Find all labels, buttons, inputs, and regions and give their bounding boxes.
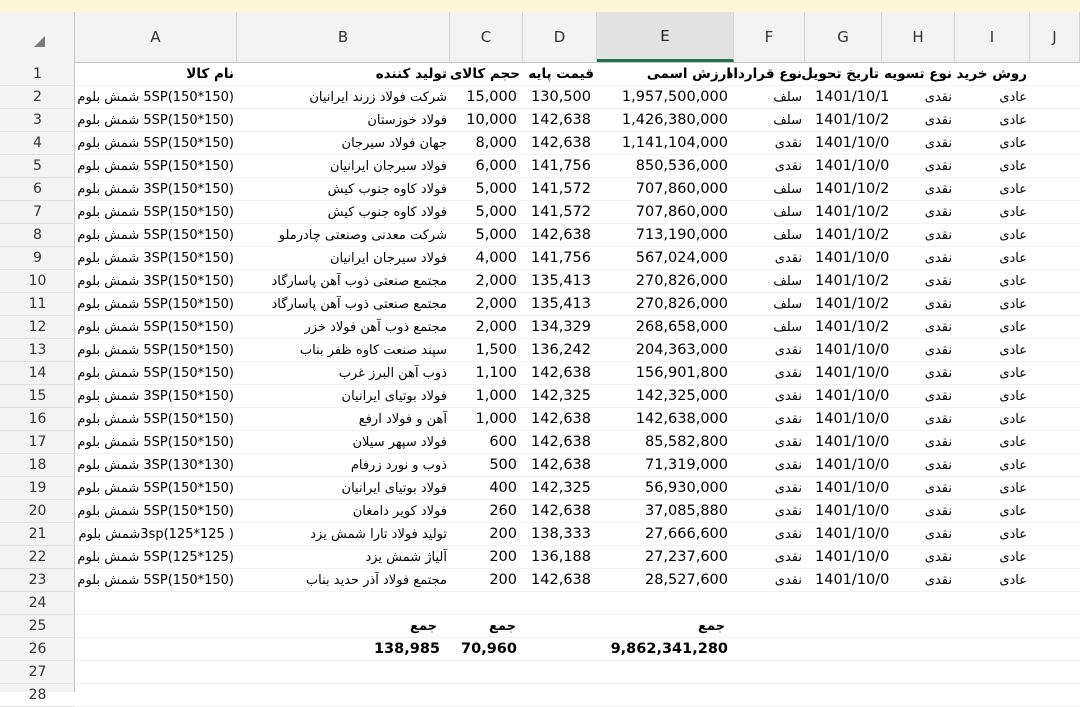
cell-d2[interactable]: 130,500 [531, 89, 591, 105]
column-header-b[interactable]: B [237, 12, 450, 62]
header-cell-g[interactable]: تاریخ تحویل [801, 66, 879, 82]
cell-i10[interactable]: عادی [999, 274, 1027, 289]
cell-h18[interactable]: نقدی [924, 458, 952, 473]
cell-i17[interactable]: عادی [999, 435, 1027, 450]
row-header-25[interactable]: 25 [0, 615, 75, 638]
cell-g10[interactable]: 1401/10/2 [815, 273, 890, 289]
row-header-20[interactable]: 20 [0, 500, 75, 523]
cell-f8[interactable]: سلف [773, 228, 802, 243]
cell-i22[interactable]: عادی [999, 550, 1027, 565]
cell-d3[interactable]: 142,638 [531, 112, 591, 128]
cell-c18[interactable]: 500 [489, 457, 517, 473]
cell-b2[interactable]: شرکت فولاد زرند ایرانیان [309, 90, 447, 105]
cell-b19[interactable]: فولاد بوتیای ایرانیان [341, 481, 447, 496]
cell-g8[interactable]: 1401/10/2 [815, 227, 890, 243]
cell-a8[interactable]: 5SP(150*150) شمش بلوم [77, 228, 234, 243]
cell-e13[interactable]: 204,363,000 [635, 342, 728, 358]
row-header-18[interactable]: 18 [0, 454, 75, 477]
cell-h12[interactable]: نقدی [924, 320, 952, 335]
cell-e2[interactable]: 1,957,500,000 [621, 89, 728, 105]
header-cell-e[interactable]: ارزش اسمی [646, 66, 731, 82]
cell-b13[interactable]: سپند صنعت کاوه ظفر بناب [299, 343, 447, 358]
header-cell-i[interactable]: روش خرید [956, 66, 1027, 82]
cell-g12[interactable]: 1401/10/2 [815, 319, 890, 335]
row-header-15[interactable]: 15 [0, 385, 75, 408]
cell-b14[interactable]: ذوب آهن البرز غرب [338, 366, 447, 381]
row-header-21[interactable]: 21 [0, 523, 75, 546]
cell-e6[interactable]: 707,860,000 [635, 181, 728, 197]
cell-i11[interactable]: عادی [999, 297, 1027, 312]
cell-g19[interactable]: 1401/10/0 [815, 480, 890, 496]
cell-h3[interactable]: نقدی [924, 113, 952, 128]
cell-c7[interactable]: 5,000 [475, 204, 517, 220]
cell-c16[interactable]: 1,000 [475, 411, 517, 427]
header-cell-c[interactable]: حجم کالای [449, 66, 520, 82]
cell-c14[interactable]: 1,100 [475, 365, 517, 381]
cell-b16[interactable]: آهن و فولاد ارفع [358, 412, 447, 427]
grid-line [75, 637, 1080, 638]
cell-d22[interactable]: 136,188 [531, 549, 591, 565]
cell-h10[interactable]: نقدی [924, 274, 952, 289]
row-header-19[interactable]: 19 [0, 477, 75, 500]
row-header-11[interactable]: 11 [0, 293, 75, 316]
cell-a4[interactable]: 5SP(150*150) شمش بلوم [77, 136, 234, 151]
cell-c20[interactable]: 260 [489, 503, 517, 519]
row-header-28[interactable]: 28 [0, 684, 75, 707]
cell-b8[interactable]: شرکت معدنی وصنعتی چادرملو [278, 228, 447, 243]
cell-d6[interactable]: 141,572 [531, 181, 591, 197]
cell-a17[interactable]: 5SP(150*150) شمش بلوم [77, 435, 234, 450]
cell-a5[interactable]: 5SP(150*150) شمش بلوم [77, 159, 234, 174]
cell-e18[interactable]: 71,319,000 [644, 457, 728, 473]
header-cell-f[interactable]: نوع قرارداد [726, 66, 802, 82]
cell-b17[interactable]: فولاد سپهر سیلان [352, 435, 447, 450]
cell-i6[interactable]: عادی [999, 182, 1027, 197]
cell-c22[interactable]: 200 [489, 549, 517, 565]
row-header-10[interactable]: 10 [0, 270, 75, 293]
cell-c21[interactable]: 200 [489, 526, 517, 542]
cell-f5[interactable]: نقدی [774, 159, 802, 174]
cell-g14[interactable]: 1401/10/0 [815, 365, 890, 381]
cell-c12[interactable]: 2,000 [475, 319, 517, 335]
cell-b3[interactable]: فولاد خوزستان [367, 113, 447, 128]
cell-a21[interactable]: 3sp(125*125 )شمش بلوم [78, 527, 234, 542]
cell-a14[interactable]: 5SP(150*150) شمش بلوم [77, 366, 234, 381]
row-header-7[interactable]: 7 [0, 201, 75, 224]
cell-e9[interactable]: 567,024,000 [635, 250, 728, 266]
row-header-22[interactable]: 22 [0, 546, 75, 569]
cell-c2[interactable]: 15,000 [466, 89, 517, 105]
cell-d13[interactable]: 136,242 [531, 342, 591, 358]
cell-f18[interactable]: نقدی [774, 458, 802, 473]
cell-f16[interactable]: نقدی [774, 412, 802, 427]
cell-d8[interactable]: 142,638 [531, 227, 591, 243]
cell-g21[interactable]: 1401/10/0 [815, 526, 890, 542]
total-value-e[interactable]: 9,862,341,280 [610, 641, 728, 657]
column-header-h[interactable]: H [882, 12, 955, 62]
cell-i14[interactable]: عادی [999, 366, 1027, 381]
cell-d9[interactable]: 141,756 [531, 250, 591, 266]
cell-g23[interactable]: 1401/10/0 [815, 572, 890, 588]
cell-h9[interactable]: نقدی [924, 251, 952, 266]
cell-g13[interactable]: 1401/10/0 [815, 342, 890, 358]
row-header-12[interactable]: 12 [0, 316, 75, 339]
cell-c13[interactable]: 1,500 [475, 342, 517, 358]
cell-d21[interactable]: 138,333 [531, 526, 591, 542]
cell-e15[interactable]: 142,325,000 [635, 388, 728, 404]
cell-e5[interactable]: 850,536,000 [635, 158, 728, 174]
cell-a12[interactable]: 5SP(150*150) شمش بلوم [77, 320, 234, 335]
cell-c11[interactable]: 2,000 [475, 296, 517, 312]
cell-d23[interactable]: 142,638 [531, 572, 591, 588]
cell-h17[interactable]: نقدی [924, 435, 952, 450]
cell-c10[interactable]: 2,000 [475, 273, 517, 289]
cell-g20[interactable]: 1401/10/0 [815, 503, 890, 519]
cell-f22[interactable]: نقدی [774, 550, 802, 565]
cell-i12[interactable]: عادی [999, 320, 1027, 335]
select-all-icon [34, 36, 45, 47]
column-header-a[interactable]: A [75, 12, 237, 62]
cell-f10[interactable]: سلف [773, 274, 802, 289]
cell-b10[interactable]: مجتمع صنعتی ذوب آهن پاسارگاد [271, 274, 447, 289]
cell-a3[interactable]: 5SP(150*150) شمش بلوم [77, 113, 234, 128]
cell-e22[interactable]: 27,237,600 [644, 549, 728, 565]
cell-d14[interactable]: 142,638 [531, 365, 591, 381]
cell-a2[interactable]: 5SP(150*150) شمش بلوم [77, 90, 234, 105]
cell-c3[interactable]: 10,000 [466, 112, 517, 128]
cell-g5[interactable]: 1401/10/0 [815, 158, 890, 174]
row-header-27[interactable]: 27 [0, 661, 75, 684]
cell-i5[interactable]: عادی [999, 159, 1027, 174]
row-header-5[interactable]: 5 [0, 155, 75, 178]
cell-d16[interactable]: 142,638 [531, 411, 591, 427]
cell-i20[interactable]: عادی [999, 504, 1027, 519]
cell-e20[interactable]: 37,085,880 [644, 503, 728, 519]
cell-d12[interactable]: 134,329 [531, 319, 591, 335]
cell-i3[interactable]: عادی [999, 113, 1027, 128]
cell-h2[interactable]: نقدی [924, 90, 952, 105]
cell-i7[interactable]: عادی [999, 205, 1027, 220]
total-value-b[interactable]: 138,985 [373, 641, 440, 657]
row-header-17[interactable]: 17 [0, 431, 75, 454]
cell-e16[interactable]: 142,638,000 [635, 411, 728, 427]
cell-i21[interactable]: عادی [999, 527, 1027, 542]
cell-b21[interactable]: تولید فولاد تارا شمش یزد [310, 527, 447, 542]
cell-f14[interactable]: نقدی [774, 366, 802, 381]
cell-d19[interactable]: 142,325 [531, 480, 591, 496]
cell-b9[interactable]: فولاد سیرجان ایرانیان [330, 251, 447, 266]
row-header-2[interactable]: 2 [0, 86, 75, 109]
header-cell-a[interactable]: نام کالا [186, 66, 234, 82]
cell-i19[interactable]: عادی [999, 481, 1027, 496]
cell-i15[interactable]: عادی [999, 389, 1027, 404]
cell-e19[interactable]: 56,930,000 [644, 480, 728, 496]
cell-a10[interactable]: 3SP(150*150) شمش بلوم [77, 274, 234, 289]
row-header-3[interactable]: 3 [0, 109, 75, 132]
cell-d17[interactable]: 142,638 [531, 434, 591, 450]
cell-a9[interactable]: 3SP(150*150) شمش بلوم [77, 251, 234, 266]
cell-g15[interactable]: 1401/10/0 [815, 388, 890, 404]
cell-a13[interactable]: 5SP(150*150) شمش بلوم [77, 343, 234, 358]
total-label-c[interactable]: جمع [489, 619, 516, 634]
cell-b18[interactable]: ذوب و نورد زرفام [350, 458, 447, 473]
cell-e12[interactable]: 268,658,000 [635, 319, 728, 335]
column-header-f[interactable]: F [734, 12, 805, 62]
cell-d11[interactable]: 135,413 [531, 296, 591, 312]
cell-e23[interactable]: 28,527,600 [644, 572, 728, 588]
cell-f4[interactable]: نقدی [774, 136, 802, 151]
column-header-d[interactable]: D [523, 12, 597, 62]
cell-f6[interactable]: سلف [773, 182, 802, 197]
cell-b7[interactable]: فولاد کاوه جنوب کیش [327, 205, 447, 220]
cell-a16[interactable]: 5SP(150*150) شمش بلوم [77, 412, 234, 427]
cell-b12[interactable]: مجتمع ذوب آهن فولاد خزر [304, 320, 447, 335]
row-header-4[interactable]: 4 [0, 132, 75, 155]
cell-e3[interactable]: 1,426,380,000 [621, 112, 728, 128]
cell-e17[interactable]: 85,582,800 [644, 434, 728, 450]
column-header-i[interactable]: I [955, 12, 1030, 62]
cell-e10[interactable]: 270,826,000 [635, 273, 728, 289]
cell-h6[interactable]: نقدی [924, 182, 952, 197]
header-cell-h[interactable]: نوع تسویه [884, 66, 952, 82]
cell-a11[interactable]: 5SP(150*150) شمش بلوم [77, 297, 234, 312]
cell-i9[interactable]: عادی [999, 251, 1027, 266]
cell-c17[interactable]: 600 [489, 434, 517, 450]
cell-b4[interactable]: جهان فولاد سیرجان [341, 136, 447, 151]
cell-g9[interactable]: 1401/10/0 [815, 250, 890, 266]
cell-d7[interactable]: 141,572 [531, 204, 591, 220]
cell-h21[interactable]: نقدی [924, 527, 952, 542]
cell-c4[interactable]: 8,000 [475, 135, 517, 151]
cell-f13[interactable]: نقدی [774, 343, 802, 358]
cell-f7[interactable]: سلف [773, 205, 802, 220]
cell-g4[interactable]: 1401/10/0 [815, 135, 890, 151]
cell-g18[interactable]: 1401/10/0 [815, 457, 890, 473]
total-label-e[interactable]: جمع [698, 619, 725, 634]
cell-h23[interactable]: نقدی [924, 573, 952, 588]
row-header-14[interactable]: 14 [0, 362, 75, 385]
cell-b6[interactable]: فولاد کاوه جنوب کیش [327, 182, 447, 197]
cell-g11[interactable]: 1401/10/2 [815, 296, 890, 312]
total-value-c[interactable]: 70,960 [461, 641, 517, 657]
cell-f9[interactable]: نقدی [774, 251, 802, 266]
cell-f12[interactable]: سلف [773, 320, 802, 335]
row-header-9[interactable]: 9 [0, 247, 75, 270]
cell-h14[interactable]: نقدی [924, 366, 952, 381]
total-label-b[interactable]: جمع [410, 619, 437, 634]
column-header-j[interactable]: J [1030, 12, 1080, 62]
cell-b5[interactable]: فولاد سیرجان ایرانیان [330, 159, 447, 174]
cell-h11[interactable]: نقدی [924, 297, 952, 312]
cell-d10[interactable]: 135,413 [531, 273, 591, 289]
cell-a23[interactable]: 5SP(150*150) شمش بلوم [77, 573, 234, 588]
cell-i8[interactable]: عادی [999, 228, 1027, 243]
cell-h22[interactable]: نقدی [924, 550, 952, 565]
cell-c23[interactable]: 200 [489, 572, 517, 588]
grid-line [75, 614, 1080, 615]
cell-c8[interactable]: 5,000 [475, 227, 517, 243]
cell-i2[interactable]: عادی [999, 90, 1027, 105]
cell-e11[interactable]: 270,826,000 [635, 296, 728, 312]
cell-a20[interactable]: 5SP(150*150) شمش بلوم [77, 504, 234, 519]
cell-g17[interactable]: 1401/10/0 [815, 434, 890, 450]
cell-h5[interactable]: نقدی [924, 159, 952, 174]
cell-c19[interactable]: 400 [489, 480, 517, 496]
select-all-corner[interactable] [0, 12, 75, 62]
cell-e14[interactable]: 156,901,800 [635, 365, 728, 381]
grid-line [75, 683, 1080, 684]
cell-c9[interactable]: 4,000 [475, 250, 517, 266]
cell-i13[interactable]: عادی [999, 343, 1027, 358]
cell-f19[interactable]: نقدی [774, 481, 802, 496]
cell-h19[interactable]: نقدی [924, 481, 952, 496]
cell-d4[interactable]: 142,638 [531, 135, 591, 151]
cell-b23[interactable]: مجتمع فولاد آذر حدید بناب [305, 573, 447, 588]
cell-h7[interactable]: نقدی [924, 205, 952, 220]
header-cell-d[interactable]: قیمت پایه [528, 66, 594, 82]
row-header-6[interactable]: 6 [0, 178, 75, 201]
cell-g7[interactable]: 1401/10/2 [815, 204, 890, 220]
cell-f11[interactable]: سلف [773, 297, 802, 312]
cell-h20[interactable]: نقدی [924, 504, 952, 519]
row-header-23[interactable]: 23 [0, 569, 75, 592]
grid-line [75, 660, 1080, 661]
cell-f17[interactable]: نقدی [774, 435, 802, 450]
cell-g6[interactable]: 1401/10/2 [815, 181, 890, 197]
cell-c15[interactable]: 1,000 [475, 388, 517, 404]
cell-e8[interactable]: 713,190,000 [635, 227, 728, 243]
cell-f21[interactable]: نقدی [774, 527, 802, 542]
cell-e21[interactable]: 27,666,600 [644, 526, 728, 542]
cell-i23[interactable]: عادی [999, 573, 1027, 588]
cell-a19[interactable]: 5SP(150*150) شمش بلوم [77, 481, 234, 496]
cell-e4[interactable]: 1,141,104,000 [621, 135, 728, 151]
cell-i16[interactable]: عادی [999, 412, 1027, 427]
cell-i4[interactable]: عادی [999, 136, 1027, 151]
cell-b15[interactable]: فولاد بوتیای ایرانیان [341, 389, 447, 404]
cell-g16[interactable]: 1401/10/0 [815, 411, 890, 427]
cell-f20[interactable]: نقدی [774, 504, 802, 519]
cell-f23[interactable]: نقدی [774, 573, 802, 588]
cell-g2[interactable]: 1401/10/1 [815, 89, 890, 105]
cell-a15[interactable]: 3SP(150*150) شمش بلوم [77, 389, 234, 404]
cell-a18[interactable]: 3SP(130*130) شمش بلوم [77, 458, 234, 473]
row-header-13[interactable]: 13 [0, 339, 75, 362]
row-header-16[interactable]: 16 [0, 408, 75, 431]
cell-a7[interactable]: 5SP(150*150) شمش بلوم [77, 205, 234, 220]
row-header-1[interactable]: 1 [0, 63, 75, 86]
cell-a6[interactable]: 3SP(150*150) شمش بلوم [77, 182, 234, 197]
cell-d15[interactable]: 142,325 [531, 388, 591, 404]
cell-b20[interactable]: فولاد کویر دامغان [352, 504, 447, 519]
row-header-24[interactable]: 24 [0, 592, 75, 615]
cell-h16[interactable]: نقدی [924, 412, 952, 427]
cell-d20[interactable]: 142,638 [531, 503, 591, 519]
cell-h15[interactable]: نقدی [924, 389, 952, 404]
cell-g22[interactable]: 1401/10/0 [815, 549, 890, 565]
row-header-8[interactable]: 8 [0, 224, 75, 247]
cell-g3[interactable]: 1401/10/2 [815, 112, 890, 128]
row-header-26[interactable]: 26 [0, 638, 75, 661]
cell-i18[interactable]: عادی [999, 458, 1027, 473]
cell-h4[interactable]: نقدی [924, 136, 952, 151]
cell-a22[interactable]: 5SP(125*125) شمش بلوم [77, 550, 234, 565]
cell-e7[interactable]: 707,860,000 [635, 204, 728, 220]
cell-d18[interactable]: 142,638 [531, 457, 591, 473]
cell-h13[interactable]: نقدی [924, 343, 952, 358]
cell-c6[interactable]: 5,000 [475, 181, 517, 197]
column-header-g[interactable]: G [805, 12, 882, 62]
cell-f15[interactable]: نقدی [774, 389, 802, 404]
cell-c5[interactable]: 6,000 [475, 158, 517, 174]
cell-h8[interactable]: نقدی [924, 228, 952, 243]
header-cell-b[interactable]: تولید کننده [375, 66, 447, 82]
column-header-c[interactable]: C [450, 12, 523, 62]
cell-f3[interactable]: سلف [773, 113, 802, 128]
cell-b11[interactable]: مجتمع صنعتی ذوب آهن پاسارگاد [271, 297, 447, 312]
spreadsheet-grid[interactable] [75, 62, 1080, 692]
cell-b22[interactable]: آلیاژ شمش یزد [365, 550, 447, 565]
column-header-e[interactable]: E [597, 12, 734, 62]
cell-f2[interactable]: سلف [773, 90, 802, 105]
cell-d5[interactable]: 141,756 [531, 158, 591, 174]
